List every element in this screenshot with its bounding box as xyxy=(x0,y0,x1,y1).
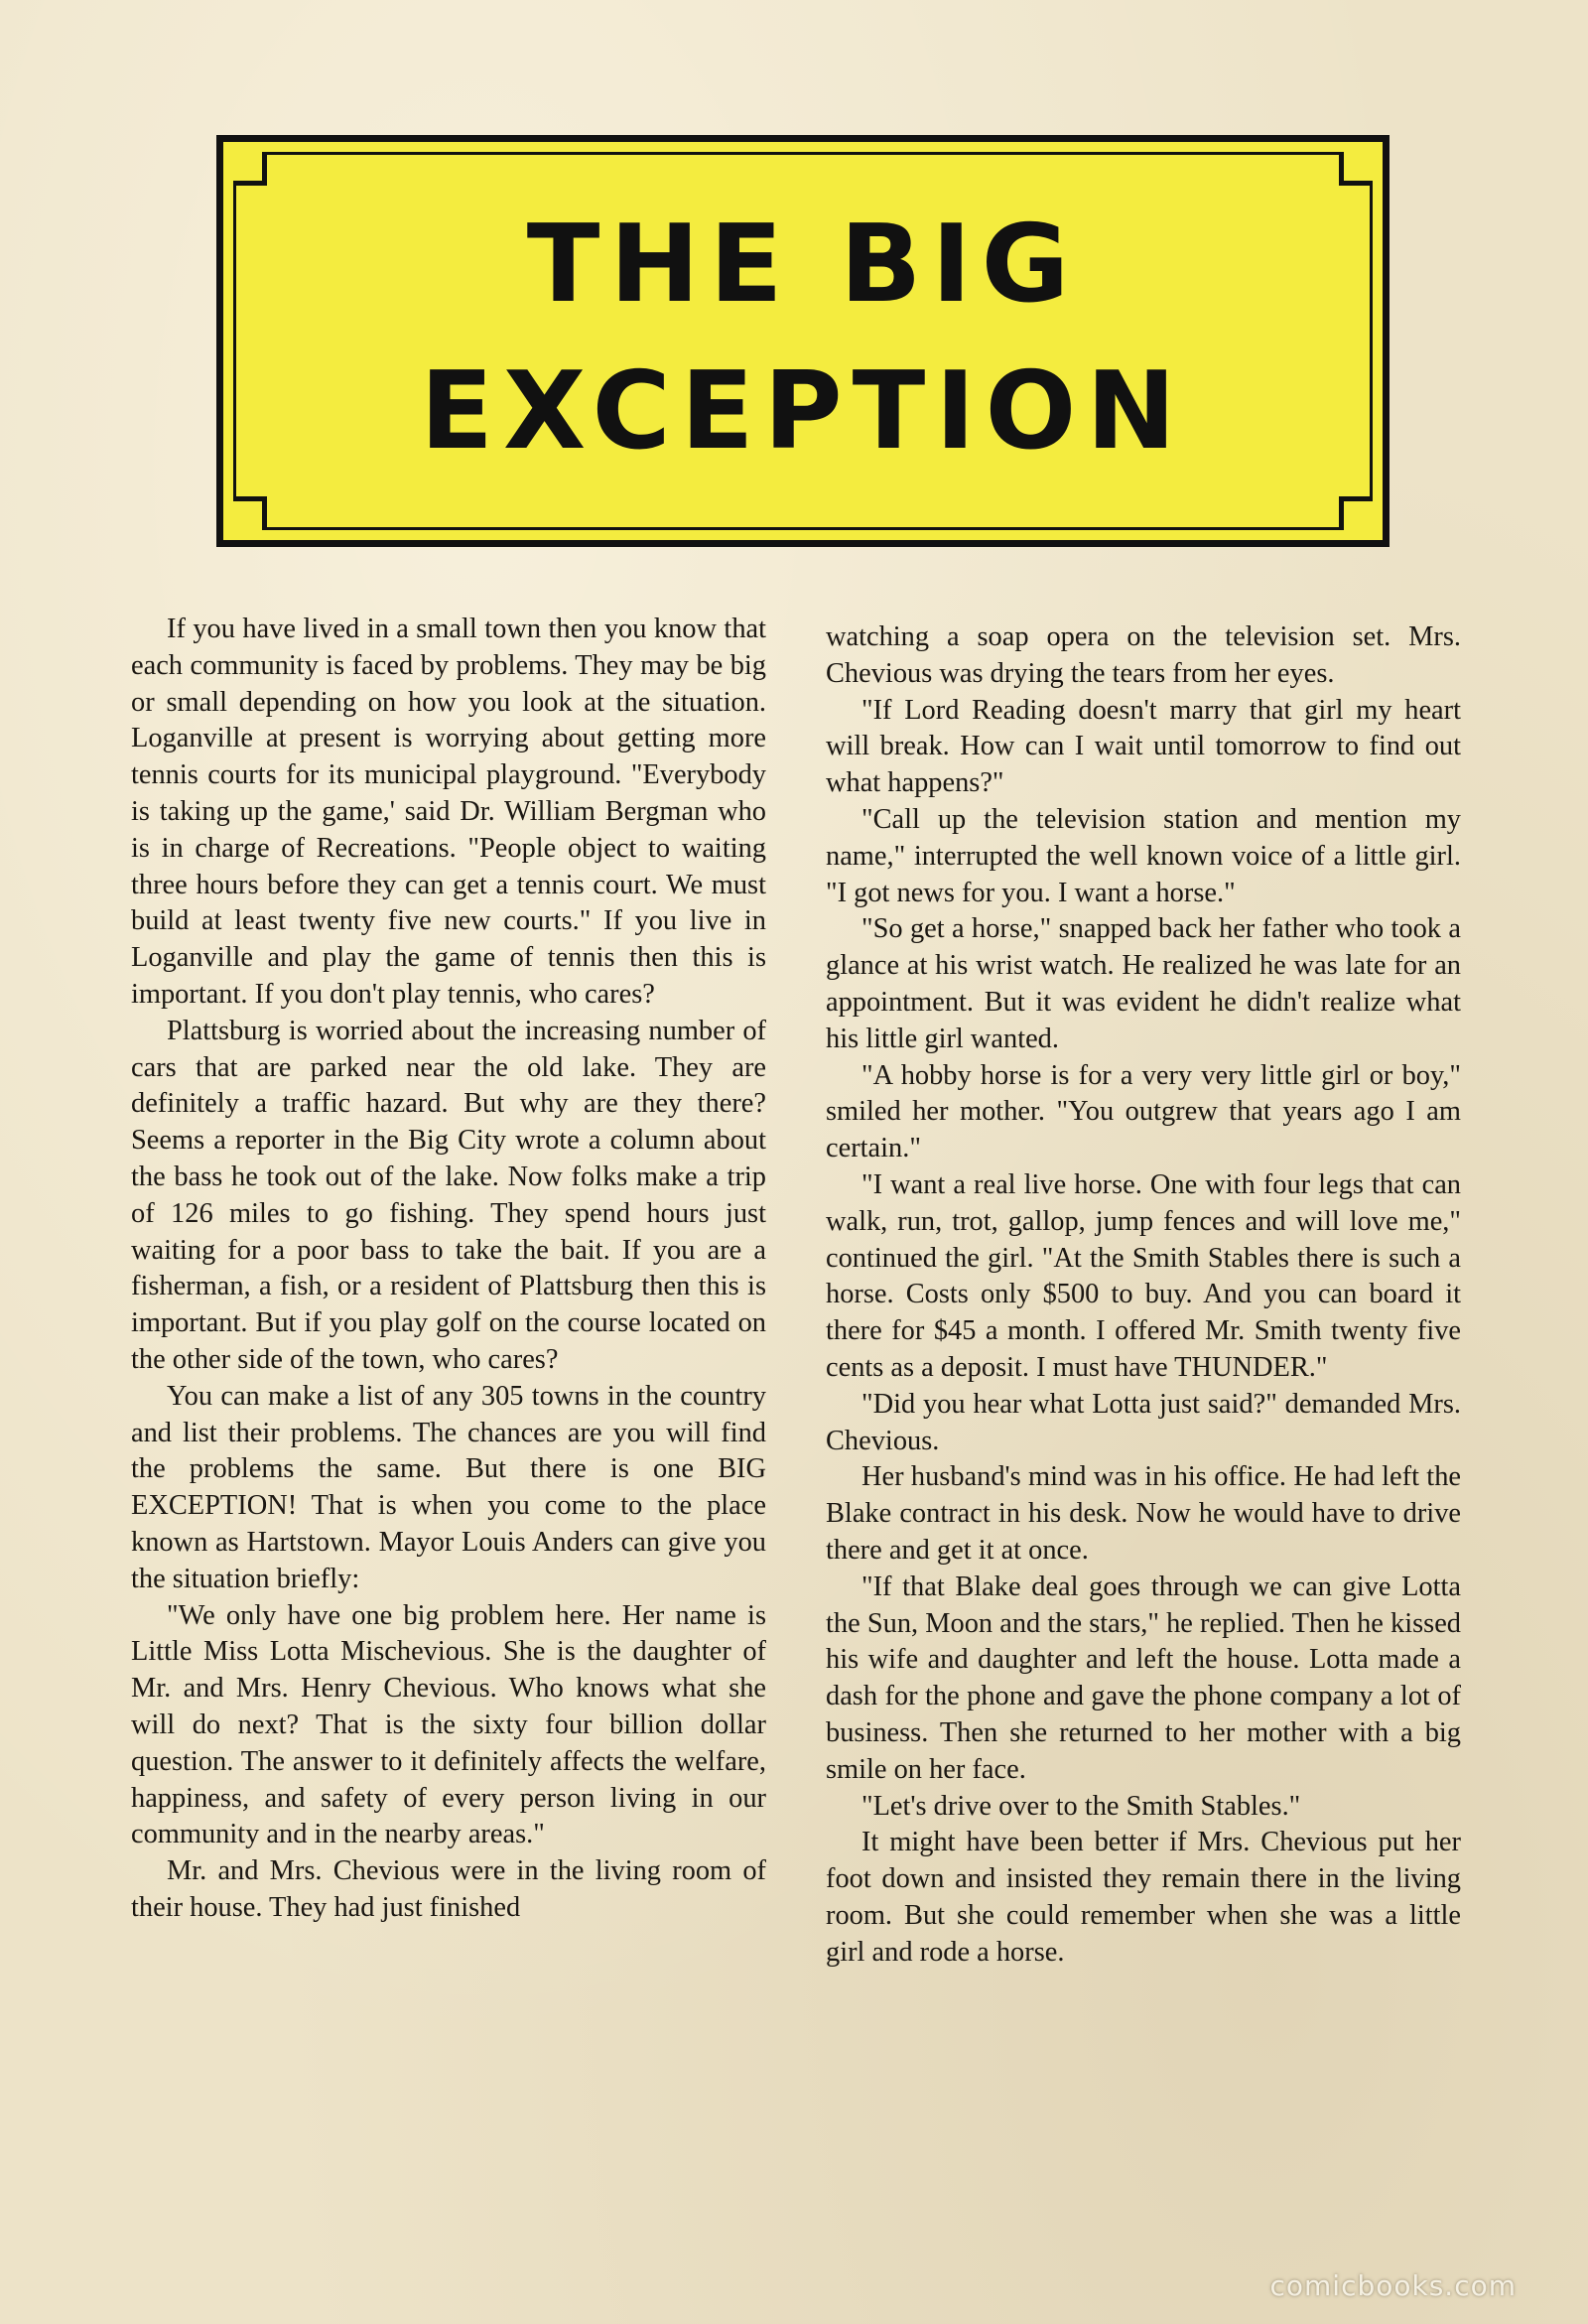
paragraph: watching a soap opera on the television set. Mrs. Chevious was drying the tears from her eyes. xyxy=(826,621,1461,689)
corner-ornament xyxy=(1339,496,1373,530)
paragraph: "If Lord Reading doesn't marry that girl my heart will break. How can I wait until tomorrow to find out what happens?" xyxy=(826,694,1461,799)
paragraph: "Let's drive over to the Smith Stables." xyxy=(861,1790,1301,1822)
corner-ornament xyxy=(1339,152,1373,186)
paragraph: Plattsburg is worried about the increasing number of cars that are parked near the old lake. They are definitely a traffic hazard. But why are they there? Seems a reporter in the Big City wrote a column about the bass he took out of the lake. Now folks make a trip of 126 miles to go fishing. They spend hours just waiting for a poor bass to take the bait. If you are a fisherman, a fish, or a resident of Plattsburg then this is important. But if you play golf on the course located on the other side of the town, who cares? xyxy=(131,1015,766,1375)
left-column xyxy=(131,612,766,1927)
paragraph: Her husband's mind was in his office. He had left the Blake contract in his desk. Now he would have to drive there and get it at once. xyxy=(826,1461,1461,1566)
paragraph: You can make a list of any 305 towns in the country and list their problems. The chances are you will find the problems the same. But there is one BIG EXCEPTION! That is when you come to the place known as Hartstown. Mayor Louis Anders can give you the situation briefly: xyxy=(131,1380,766,1594)
paragraph: "So get a horse," snapped back her father who took a glance at his wrist watch. He realized he was late for an appointment. But it was evident he didn't realize what his little girl wanted. xyxy=(826,913,1461,1054)
paragraph: "Did you hear what Lotta just said?" demanded Mrs. Chevious. xyxy=(826,1388,1461,1456)
paragraph: "I want a real live horse. One with four legs that can walk, run, trot, gallop, jump fences and will love me," continued the girl. "At the Smith Stables there is such a horse. Costs only $500 to buy. And you can board it there for $45 a month. I offered Mr. Smith twenty five cents as a deposit. I must have THUNDER." xyxy=(826,1168,1461,1383)
paragraph: "If that Blake deal goes through we can give Lotta the Sun, Moon and the stars," he replied. Then he kissed his wife and daughter and left the house. Lotta made a dash for the phone and gave the phone company a lot of business. Then she returned to her mother with a big smile on her face. xyxy=(826,1571,1461,1785)
paragraph: "Call up the television station and mention my name," interrupted the well known voice of a little girl. "I got news for you. I want a horse." xyxy=(826,803,1461,908)
title-banner xyxy=(216,135,1390,547)
paragraph: Mr. and Mrs. Chevious were in the living room of their house. They had just finished xyxy=(131,1855,766,1923)
title-line-2: EXCEPTION xyxy=(420,349,1186,474)
paragraph: If you have lived in a small town then you know that each community is faced by problems. They may be big or small depending on how you look at the situation. Loganville at present is worrying about getting more tennis courts for its municipal playground. "Everybody is taking up the game,' said Dr. William Bergman who is in charge of Recreations. "People object to waiting three hours before they can get a tennis court. We must build at least twenty five new courts." If you live in Loganville and play the game of tennis then this is important. If you don't play tennis, who cares? xyxy=(131,614,766,1010)
corner-ornament xyxy=(233,152,267,186)
paragraph: It might have been better if Mrs. Chevious put her foot down and insisted they remain there in the living room. But she could remember when she was a little girl and rode a horse. xyxy=(826,1827,1461,1968)
title-line-1: THE BIG xyxy=(526,203,1080,327)
right-column xyxy=(826,619,1461,1971)
watermark: comicbooks.com xyxy=(1269,2269,1517,2302)
corner-ornament xyxy=(233,496,267,530)
paragraph: "A hobby horse is for a very very little girl or boy," smiled her mother. "You outgrew that years ago I am certain." xyxy=(826,1059,1461,1164)
paragraph: "We only have one big problem here. Her name is Little Miss Lotta Mischevious. She is the daughter of Mr. and Mrs. Henry Chevious. Who knows what she will do next? That is the sixty four billion dollar question. The answer to it definitely affects the welfare, happiness, and safety of every person living in our community and in the nearby areas." xyxy=(131,1599,766,1850)
